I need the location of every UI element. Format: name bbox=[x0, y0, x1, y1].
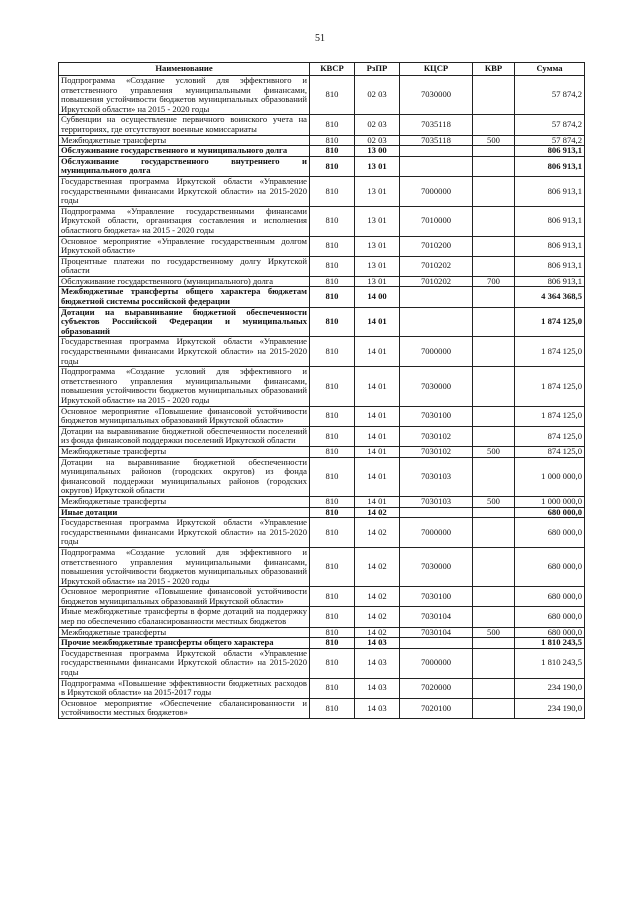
header-kcsr: КЦСР bbox=[400, 63, 473, 76]
cell-sum: 806 913,1 bbox=[515, 206, 585, 236]
cell-sum: 57 874,2 bbox=[515, 135, 585, 146]
table-row bbox=[59, 206, 585, 236]
cell-sum: 234 190,0 bbox=[515, 678, 585, 698]
cell-rzpr: 02 03 bbox=[355, 76, 400, 115]
cell-rzpr: 14 02 bbox=[355, 627, 400, 638]
cell-kvsr: 810 bbox=[310, 236, 355, 256]
cell-kcsr bbox=[400, 307, 473, 337]
cell-kcsr bbox=[400, 638, 473, 649]
table-row bbox=[59, 135, 585, 146]
cell-kvsr: 810 bbox=[310, 457, 355, 496]
header-name: Наименование bbox=[59, 63, 310, 76]
budget-table bbox=[58, 62, 585, 719]
cell-sum: 806 913,1 bbox=[515, 236, 585, 256]
cell-kvsr: 810 bbox=[310, 276, 355, 287]
cell-kcsr: 7030102 bbox=[400, 446, 473, 457]
cell-sum: 680 000,0 bbox=[515, 627, 585, 638]
table-row bbox=[59, 638, 585, 649]
cell-kvsr: 810 bbox=[310, 446, 355, 457]
cell-rzpr: 14 01 bbox=[355, 337, 400, 367]
cell-rzpr: 14 02 bbox=[355, 587, 400, 607]
cell-kcsr: 7020100 bbox=[400, 698, 473, 718]
cell-kvsr: 810 bbox=[310, 507, 355, 518]
cell-kvsr: 810 bbox=[310, 156, 355, 176]
table-row bbox=[59, 367, 585, 406]
cell-kcsr: 7030000 bbox=[400, 547, 473, 586]
cell-rzpr: 13 01 bbox=[355, 256, 400, 276]
cell-sum: 806 913,1 bbox=[515, 176, 585, 206]
cell-sum: 680 000,0 bbox=[515, 518, 585, 548]
cell-sum: 1 874 125,0 bbox=[515, 307, 585, 337]
cell-sum: 806 913,1 bbox=[515, 256, 585, 276]
cell-name: Подпрограмма «Повышение эффективности бюджетных расходов в Иркутской области» на 2015-2017 годы bbox=[59, 678, 310, 698]
cell-rzpr: 14 00 bbox=[355, 287, 400, 307]
table-row bbox=[59, 648, 585, 678]
cell-kvr bbox=[473, 426, 515, 446]
cell-rzpr: 13 01 bbox=[355, 276, 400, 287]
cell-name: Прочие межбюджетные трансферты общего характера bbox=[59, 638, 310, 649]
table-header-row bbox=[59, 63, 585, 76]
table-row bbox=[59, 587, 585, 607]
cell-rzpr: 13 01 bbox=[355, 206, 400, 236]
cell-kvr bbox=[473, 76, 515, 115]
cell-kcsr: 7030100 bbox=[400, 587, 473, 607]
cell-kcsr: 7035118 bbox=[400, 135, 473, 146]
cell-name: Подпрограмма «Управление государственными финансами Иркутской области, организация составления и исполнения областного бюджета» на 2015 - 2020 годы bbox=[59, 206, 310, 236]
table-row bbox=[59, 406, 585, 426]
cell-sum: 874 125,0 bbox=[515, 426, 585, 446]
cell-kvsr: 810 bbox=[310, 648, 355, 678]
cell-name: Подпрограмма «Создание условий для эффективного и ответственного управления муниципальными финансами, повышения устойчивости бюджетов муниципальных образований Иркутской области» на 2015 - 2020 годы bbox=[59, 367, 310, 406]
cell-rzpr: 14 01 bbox=[355, 457, 400, 496]
cell-kcsr: 7030103 bbox=[400, 496, 473, 507]
cell-kcsr bbox=[400, 146, 473, 157]
cell-name: Иные дотации bbox=[59, 507, 310, 518]
cell-kvsr: 810 bbox=[310, 627, 355, 638]
cell-kvr bbox=[473, 648, 515, 678]
cell-kcsr: 7030100 bbox=[400, 406, 473, 426]
cell-rzpr: 14 03 bbox=[355, 638, 400, 649]
cell-kcsr: 7035118 bbox=[400, 115, 473, 135]
cell-rzpr: 14 01 bbox=[355, 367, 400, 406]
cell-kvr bbox=[473, 547, 515, 586]
cell-name: Дотации на выравнивание бюджетной обеспеченности субъектов Российской Федерации и муниципальных образований bbox=[59, 307, 310, 337]
cell-kcsr: 7020000 bbox=[400, 678, 473, 698]
cell-sum: 57 874,2 bbox=[515, 76, 585, 115]
cell-kcsr: 7030104 bbox=[400, 627, 473, 638]
cell-name: Межбюджетные трансферты bbox=[59, 446, 310, 457]
cell-kvsr: 810 bbox=[310, 547, 355, 586]
cell-kvsr: 810 bbox=[310, 206, 355, 236]
cell-name: Основное мероприятие «Управление государственным долгом Иркутской области» bbox=[59, 236, 310, 256]
cell-kcsr: 7000000 bbox=[400, 176, 473, 206]
cell-rzpr: 13 01 bbox=[355, 176, 400, 206]
cell-kvr bbox=[473, 256, 515, 276]
table-row bbox=[59, 496, 585, 507]
cell-sum: 1 874 125,0 bbox=[515, 367, 585, 406]
cell-kcsr bbox=[400, 507, 473, 518]
cell-name: Межбюджетные трансферты bbox=[59, 135, 310, 146]
cell-kvr: 700 bbox=[473, 276, 515, 287]
cell-name: Межбюджетные трансферты общего характера бюджетам бюджетной системы российской федерации bbox=[59, 287, 310, 307]
page-number: 51 bbox=[315, 33, 325, 44]
cell-kcsr: 7030102 bbox=[400, 426, 473, 446]
cell-sum: 1 000 000,0 bbox=[515, 496, 585, 507]
cell-rzpr: 02 03 bbox=[355, 115, 400, 135]
cell-name: Обслуживание государственного (муниципального) долга bbox=[59, 276, 310, 287]
cell-kvr bbox=[473, 587, 515, 607]
cell-sum: 680 000,0 bbox=[515, 547, 585, 586]
cell-kvr bbox=[473, 337, 515, 367]
header-sum: Сумма bbox=[515, 63, 585, 76]
table-row bbox=[59, 176, 585, 206]
cell-kcsr: 7030000 bbox=[400, 367, 473, 406]
cell-kvr bbox=[473, 367, 515, 406]
table-row bbox=[59, 426, 585, 446]
cell-rzpr: 02 03 bbox=[355, 135, 400, 146]
cell-kcsr: 7010000 bbox=[400, 206, 473, 236]
cell-rzpr: 13 01 bbox=[355, 236, 400, 256]
table-row bbox=[59, 507, 585, 518]
table-row bbox=[59, 547, 585, 586]
cell-kvr bbox=[473, 678, 515, 698]
cell-sum: 806 913,1 bbox=[515, 146, 585, 157]
cell-rzpr: 14 02 bbox=[355, 518, 400, 548]
cell-sum: 234 190,0 bbox=[515, 698, 585, 718]
cell-name: Основное мероприятие «Повышение финансовой устойчивости бюджетов муниципальных образований Иркутской области» bbox=[59, 406, 310, 426]
cell-name: Дотации на выравнивание бюджетной обеспеченности муниципальных районов (городских округов) из фонда финансовой поддержки муниципальных районов (городских округов) Иркутской области bbox=[59, 457, 310, 496]
cell-sum: 1 810 243,5 bbox=[515, 638, 585, 649]
cell-rzpr: 13 01 bbox=[355, 156, 400, 176]
cell-kcsr bbox=[400, 156, 473, 176]
cell-sum: 1 874 125,0 bbox=[515, 406, 585, 426]
cell-name: Обслуживание государственного внутреннего и муниципального долга bbox=[59, 156, 310, 176]
cell-name: Межбюджетные трансферты bbox=[59, 496, 310, 507]
cell-rzpr: 14 02 bbox=[355, 547, 400, 586]
header-kvsr: КВСР bbox=[310, 63, 355, 76]
cell-kvsr: 810 bbox=[310, 307, 355, 337]
table-row bbox=[59, 276, 585, 287]
cell-kvsr: 810 bbox=[310, 587, 355, 607]
cell-sum: 806 913,1 bbox=[515, 276, 585, 287]
cell-rzpr: 14 01 bbox=[355, 446, 400, 457]
table-body bbox=[59, 76, 585, 719]
cell-name: Основное мероприятие «Повышение финансовой устойчивости бюджетов муниципальных образований Иркутской области» bbox=[59, 587, 310, 607]
table-row bbox=[59, 678, 585, 698]
cell-kcsr: 7030103 bbox=[400, 457, 473, 496]
cell-kvr bbox=[473, 287, 515, 307]
table-row bbox=[59, 287, 585, 307]
cell-name: Государственная программа Иркутской области «Управление государственными финансами Иркутской области» на 2015-2020 годы bbox=[59, 648, 310, 678]
cell-name: Обслуживание государственного и муниципального долга bbox=[59, 146, 310, 157]
cell-rzpr: 13 00 bbox=[355, 146, 400, 157]
cell-name: Межбюджетные трансферты bbox=[59, 627, 310, 638]
cell-kvsr: 810 bbox=[310, 135, 355, 146]
cell-name: Подпрограмма «Создание условий для эффективного и ответственного управления муниципальными финансами, повышения устойчивости бюджетов муниципальных образований Иркутской области» на 2015 - 2020 годы bbox=[59, 76, 310, 115]
cell-kvr: 500 bbox=[473, 496, 515, 507]
cell-rzpr: 14 01 bbox=[355, 426, 400, 446]
cell-kvsr: 810 bbox=[310, 337, 355, 367]
cell-kcsr: 7000000 bbox=[400, 337, 473, 367]
cell-kvr bbox=[473, 698, 515, 718]
table-row bbox=[59, 146, 585, 157]
cell-rzpr: 14 01 bbox=[355, 406, 400, 426]
cell-kvsr: 810 bbox=[310, 115, 355, 135]
cell-sum: 874 125,0 bbox=[515, 446, 585, 457]
cell-kcsr: 7010200 bbox=[400, 236, 473, 256]
cell-sum: 680 000,0 bbox=[515, 507, 585, 518]
cell-kcsr: 7030000 bbox=[400, 76, 473, 115]
cell-kvsr: 810 bbox=[310, 518, 355, 548]
cell-name: Иные межбюджетные трансферты в форме дотаций на поддержку мер по обеспечению сбалансированности местных бюджетов bbox=[59, 607, 310, 627]
table-row bbox=[59, 446, 585, 457]
cell-kvsr: 810 bbox=[310, 367, 355, 406]
cell-kvsr: 810 bbox=[310, 678, 355, 698]
cell-rzpr: 14 01 bbox=[355, 307, 400, 337]
cell-kvr bbox=[473, 406, 515, 426]
cell-kvr: 500 bbox=[473, 446, 515, 457]
cell-kcsr: 7030104 bbox=[400, 607, 473, 627]
cell-kcsr: 7010202 bbox=[400, 256, 473, 276]
table-row bbox=[59, 607, 585, 627]
cell-kvsr: 810 bbox=[310, 287, 355, 307]
cell-kvr bbox=[473, 457, 515, 496]
cell-rzpr: 14 02 bbox=[355, 507, 400, 518]
cell-kvr bbox=[473, 518, 515, 548]
cell-name: Дотации на выравнивание бюджетной обеспеченности поселений из фонда финансовой поддержки поселений Иркутской области bbox=[59, 426, 310, 446]
cell-kvsr: 810 bbox=[310, 76, 355, 115]
table-row bbox=[59, 337, 585, 367]
header-rzpr: РзПР bbox=[355, 63, 400, 76]
cell-kvr bbox=[473, 115, 515, 135]
cell-name: Государственная программа Иркутской области «Управление государственными финансами Иркутской области» на 2015-2020 годы bbox=[59, 518, 310, 548]
cell-kvsr: 810 bbox=[310, 406, 355, 426]
cell-sum: 806 913,1 bbox=[515, 156, 585, 176]
cell-kvr bbox=[473, 638, 515, 649]
cell-kvsr: 810 bbox=[310, 698, 355, 718]
cell-kcsr: 7010202 bbox=[400, 276, 473, 287]
cell-kvr bbox=[473, 307, 515, 337]
table-row bbox=[59, 236, 585, 256]
cell-kvr bbox=[473, 206, 515, 236]
header-kvr: КВР bbox=[473, 63, 515, 76]
cell-sum: 1 874 125,0 bbox=[515, 337, 585, 367]
cell-kvr bbox=[473, 507, 515, 518]
cell-name: Государственная программа Иркутской области «Управление государственными финансами Иркутской области» на 2015-2020 годы bbox=[59, 337, 310, 367]
cell-kcsr bbox=[400, 287, 473, 307]
cell-kvr: 500 bbox=[473, 135, 515, 146]
table-row bbox=[59, 457, 585, 496]
cell-name: Процентные платежи по государственному долгу Иркутской области bbox=[59, 256, 310, 276]
cell-kvr bbox=[473, 156, 515, 176]
table-row bbox=[59, 627, 585, 638]
cell-name: Подпрограмма «Создание условий для эффективного и ответственного управления муниципальными финансами, повышения устойчивости бюджетов муниципальных образований Иркутской области» на 2015 - 2020 годы bbox=[59, 547, 310, 586]
cell-sum: 57 874,2 bbox=[515, 115, 585, 135]
cell-kcsr: 7000000 bbox=[400, 648, 473, 678]
cell-rzpr: 14 03 bbox=[355, 648, 400, 678]
cell-kvr bbox=[473, 236, 515, 256]
cell-rzpr: 14 03 bbox=[355, 678, 400, 698]
cell-sum: 680 000,0 bbox=[515, 587, 585, 607]
cell-kvsr: 810 bbox=[310, 146, 355, 157]
cell-name: Основное мероприятие «Обеспечение сбалансированности и устойчивости местных бюджетов» bbox=[59, 698, 310, 718]
table-row bbox=[59, 256, 585, 276]
table-row bbox=[59, 156, 585, 176]
cell-kvsr: 810 bbox=[310, 607, 355, 627]
cell-kvsr: 810 bbox=[310, 176, 355, 206]
cell-rzpr: 14 01 bbox=[355, 496, 400, 507]
cell-kvsr: 810 bbox=[310, 638, 355, 649]
cell-kvr bbox=[473, 176, 515, 206]
cell-kvr bbox=[473, 607, 515, 627]
cell-sum: 1 000 000,0 bbox=[515, 457, 585, 496]
cell-rzpr: 14 02 bbox=[355, 607, 400, 627]
cell-name: Государственная программа Иркутской области «Управление государственными финансами Иркутской области» на 2015-2020 годы bbox=[59, 176, 310, 206]
cell-kcsr: 7000000 bbox=[400, 518, 473, 548]
table-row bbox=[59, 307, 585, 337]
cell-sum: 680 000,0 bbox=[515, 607, 585, 627]
cell-sum: 1 810 243,5 bbox=[515, 648, 585, 678]
table-row bbox=[59, 115, 585, 135]
cell-kvr bbox=[473, 146, 515, 157]
table-row bbox=[59, 698, 585, 718]
cell-kvsr: 810 bbox=[310, 496, 355, 507]
table-row bbox=[59, 518, 585, 548]
cell-name: Субвенции на осуществление первичного воинского учета на территориях, где отсутствуют военные комиссариаты bbox=[59, 115, 310, 135]
cell-sum: 4 364 368,5 bbox=[515, 287, 585, 307]
cell-kvsr: 810 bbox=[310, 426, 355, 446]
cell-kvsr: 810 bbox=[310, 256, 355, 276]
cell-rzpr: 14 03 bbox=[355, 698, 400, 718]
cell-kvr: 500 bbox=[473, 627, 515, 638]
table-row bbox=[59, 76, 585, 115]
